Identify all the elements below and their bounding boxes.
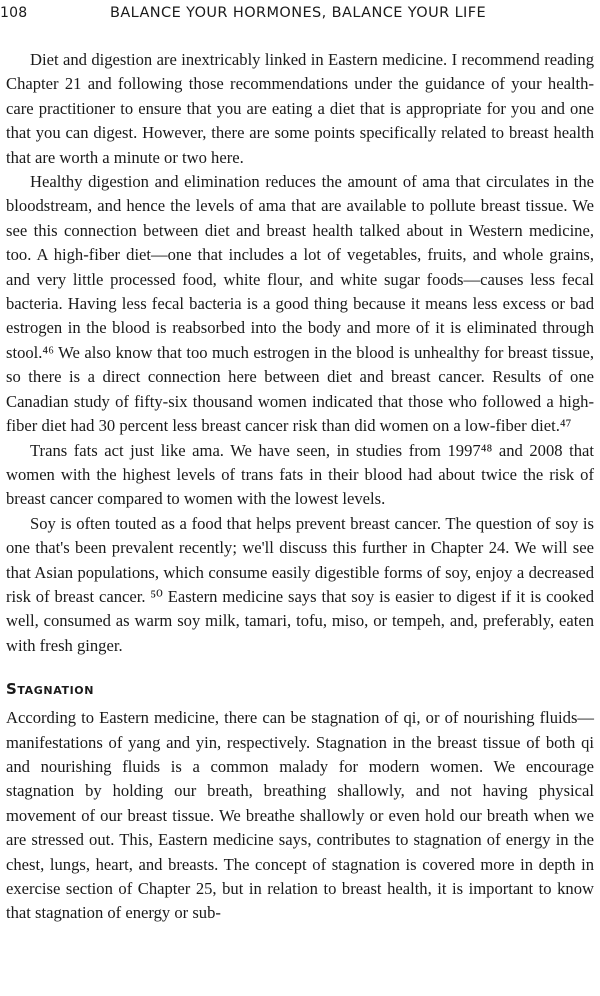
running-head	[0, 5, 600, 29]
paragraph-trans-fats: Trans fats act just like ama. We have seen, in studies from 1997⁴⁸ and 2008 that women with the highest levels of trans fats in their blood had about twice the risk of breast cancer compared to women with the lowest levels.	[6, 440, 594, 509]
paragraph-soy: Soy is often touted as a food that helps prevent breast cancer. The question of soy is one that's been prevalent recently; we'll discuss this further in Chapter 24. We will see that Asian populations, which consume easily digestible forms of soy, enjoy a decreased risk of breast cancer. ⁵⁰ Eastern medicine says that soy is easier to digest if it is cooked well, consumed as warm soy milk, tamari, tofu, miso, or tempeh, and, preferably, eaten with fresh ginger.	[6, 513, 594, 655]
running-head-title: BALANCE YOUR HORMONES, BALANCE YOUR LIFE	[110, 5, 487, 21]
body-text	[6, 48, 594, 926]
paragraph-diet-digestion: Diet and digestion are inextricably linked in Eastern medicine. I recommend reading Chapter 21 and following those recommendations under the guidance of your health-care practitioner to ensure that you are eating a diet that is appropriate for you and one that you can digest. However, there are some points specifically related to breast health that are worth a minute or two here.	[6, 50, 594, 167]
paragraph-healthy-digestion: Healthy digestion and elimination reduces the amount of ama that circulates in the bloodstream, and hence the levels of ama that are available to pollute breast tissue. We see this connection between diet and breast health talked about in Western medicine, too. A high-fiber diet—one that includes a lot of vegetables, fruits, and whole grains, and very little processed food, white flour, and white sugar foods—causes less fecal bacteria. Having less fecal bacteria is a good thing because it means less excess or bad estrogen in the blood is reabsorbed into the body and more of it is eliminated through stool.⁴⁶ We also know that too much estrogen in the blood is unhealthy for breast tissue, so there is a direct connection here between diet and breast cancer. Results of one Canadian study of fifty-six thousand women indicated that those who followed a high-fiber diet had 30 percent less breast cancer risk than did women on a low-fiber diet.⁴⁷	[6, 172, 594, 436]
page-number: 108	[0, 5, 28, 21]
paragraph-stagnation: According to Eastern medicine, there can be stagnation of qi, or of nourishing fluids—manifestations of yang and yin, respectively. Stagnation in the breast tissue of both qi and nourishing fluids is a common malady for modern women. We encourage stagnation by holding our breath, breathing shallowly, and not having physical movement of our breast tissue. We breathe shallowly or even hold our breath when we are stressed out. This, Eastern medicine says, contributes to stagnation of energy in the chest, lungs, heart, and breasts. The concept of stagnation is covered more in depth in exercise section of Chapter 25, but in relation to breast health, it is important to know that stagnation of energy or sub-	[6, 708, 594, 923]
section-heading-stagnation: Stagnation	[6, 680, 95, 699]
